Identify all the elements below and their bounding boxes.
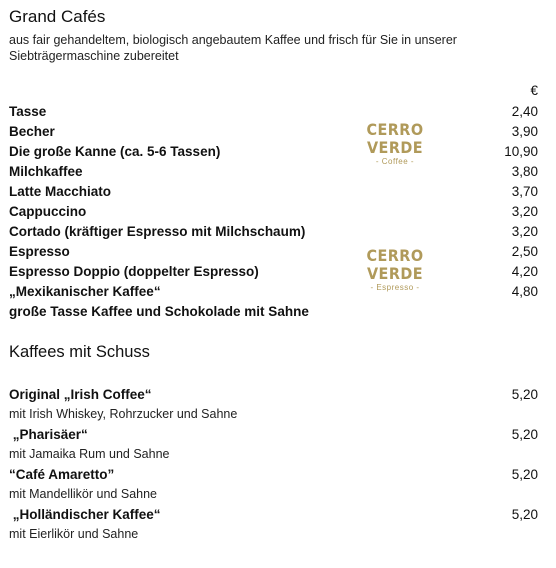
item-description: mit Irish Whiskey, Rohrzucker und Sahne	[9, 407, 238, 421]
item-name: Latte Macchiato	[9, 184, 112, 199]
logo-sub: - Coffee -	[375, 157, 415, 166]
item-price: 3,20	[511, 224, 538, 239]
menu-row	[9, 182, 538, 202]
menu-row	[9, 122, 538, 142]
item-name: Milchkaffee	[9, 164, 83, 179]
item-price: 4,20	[511, 264, 538, 279]
item-price: 3,70	[511, 184, 538, 199]
item-name: „Mexikanischer Kaffee“	[9, 284, 161, 299]
cerro-verde-espresso-logo	[335, 247, 455, 293]
menu-row	[9, 465, 538, 485]
item-price: 5,20	[511, 467, 538, 482]
logo-brand: CERRO VERDE	[366, 120, 424, 157]
menu-row	[9, 222, 538, 242]
item-description: mit Eierlikör und Sahne	[9, 527, 139, 541]
menu-row	[9, 505, 538, 525]
item-name: große Tasse Kaffee und Schokolade mit Sahne	[9, 304, 309, 319]
menu-row	[9, 302, 538, 322]
menu-row	[9, 282, 538, 302]
menu-row	[9, 162, 538, 182]
item-description: mit Jamaika Rum und Sahne	[9, 447, 170, 461]
menu-row	[9, 202, 538, 222]
item-name: Cortado (kräftiger Espresso mit Milchschaum)	[9, 224, 306, 239]
currency-header: €	[530, 83, 538, 98]
item-price: 2,40	[511, 104, 538, 119]
section-title: Kaffees mit Schuss	[9, 343, 150, 361]
menu-row	[9, 242, 538, 262]
item-name: Cappuccino	[9, 204, 87, 219]
item-name: Becher	[9, 124, 55, 139]
logo-brand: CERRO VERDE	[366, 246, 424, 283]
item-name: Tasse	[9, 104, 47, 119]
item-name: “Café Amaretto”	[9, 467, 115, 482]
item-price: 10,90	[504, 144, 538, 159]
item-price: 3,20	[511, 204, 538, 219]
menu-row	[9, 425, 538, 445]
item-price: 4,80	[511, 284, 538, 299]
item-description: mit Mandellikör und Sahne	[9, 487, 157, 501]
page-title: Grand Cafés	[9, 7, 106, 26]
item-price: 3,80	[511, 164, 538, 179]
menu-row	[9, 262, 538, 282]
cerro-verde-coffee-logo	[335, 121, 455, 167]
item-name: Espresso Doppio (doppelter Espresso)	[9, 264, 259, 279]
intro-text: aus fair gehandeltem, biologisch angebautem Kaffee und frisch für Sie in unserer Siebträgermaschine zubereitet	[9, 33, 457, 63]
logo-sub: - Espresso -	[370, 283, 420, 292]
item-name: Original „Irish Coffee“	[9, 387, 152, 402]
item-name: Die große Kanne (ca. 5-6 Tassen)	[9, 144, 221, 159]
menu-row	[9, 385, 538, 405]
item-name: „Pharisäer“	[9, 427, 88, 442]
item-price: 5,20	[511, 387, 538, 402]
item-price: 5,20	[511, 507, 538, 522]
menu-row	[9, 142, 538, 162]
item-name: Espresso	[9, 244, 70, 259]
item-price: 3,90	[511, 124, 538, 139]
menu-row	[9, 102, 538, 122]
item-price: 2,50	[511, 244, 538, 259]
item-price: 5,20	[511, 427, 538, 442]
item-name: „Holländischer Kaffee“	[9, 507, 161, 522]
